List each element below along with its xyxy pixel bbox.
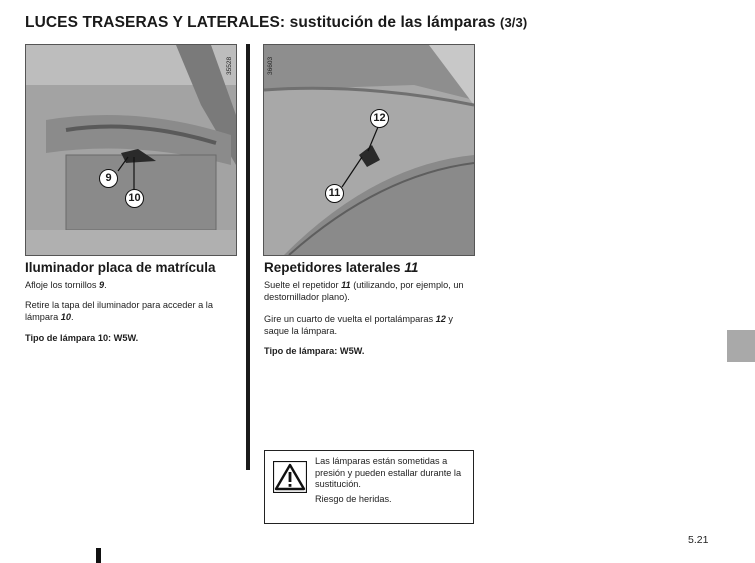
callout-12: 12 xyxy=(370,109,389,128)
callout-10: 10 xyxy=(125,189,144,208)
side-repeater-heading: Repetidores laterales 11 xyxy=(264,260,419,275)
left-instruction-2: Retire la tapa del iluminador para acceder a la lámpara 10. xyxy=(25,300,213,322)
warning-triangle-icon xyxy=(273,461,307,498)
warning-box xyxy=(264,450,474,524)
image-reference-code: 35528 xyxy=(226,56,233,75)
warning-message: Las lámparas están sometidas a presión y pueden estallar durante la sustitución. xyxy=(315,456,462,490)
license-plate-light-photo xyxy=(25,44,237,256)
right-lamp-type: Tipo de lámpara: W5W. xyxy=(264,346,365,356)
image-reference-code: 36603 xyxy=(267,56,274,75)
right-instruction-2: Gire un cuarto de vuelta el portalámparas 12 y saque la lámpara. xyxy=(264,314,453,336)
warning-risk: Riesgo de heridas. xyxy=(315,493,392,504)
warning-text xyxy=(315,456,467,505)
print-mark xyxy=(96,548,101,563)
callout-9: 9 xyxy=(99,169,118,188)
left-lamp-type: Tipo de lámpara 10: W5W. xyxy=(25,333,139,343)
callout-11: 11 xyxy=(325,184,344,203)
license-plate-heading: Iluminador placa de matrícula xyxy=(25,260,216,275)
column-divider xyxy=(246,44,250,470)
side-repeater-illustration xyxy=(264,45,474,255)
page-number: 5.21 xyxy=(688,534,709,546)
title-text: LUCES TRASERAS Y LATERALES: sustitución de las lámparas xyxy=(25,14,496,31)
section-thumb-tab xyxy=(727,330,755,362)
left-instruction-1: Afloje los tornillos 9. xyxy=(25,280,107,290)
license-plate-illustration xyxy=(26,45,236,255)
right-instruction-1: Suelte el repetidor 11 (utilizando, por ejemplo, un destornillador plano). xyxy=(264,280,464,302)
page-title xyxy=(25,14,527,32)
title-suffix: (3/3) xyxy=(500,15,528,30)
side-repeater-photo xyxy=(263,44,475,256)
